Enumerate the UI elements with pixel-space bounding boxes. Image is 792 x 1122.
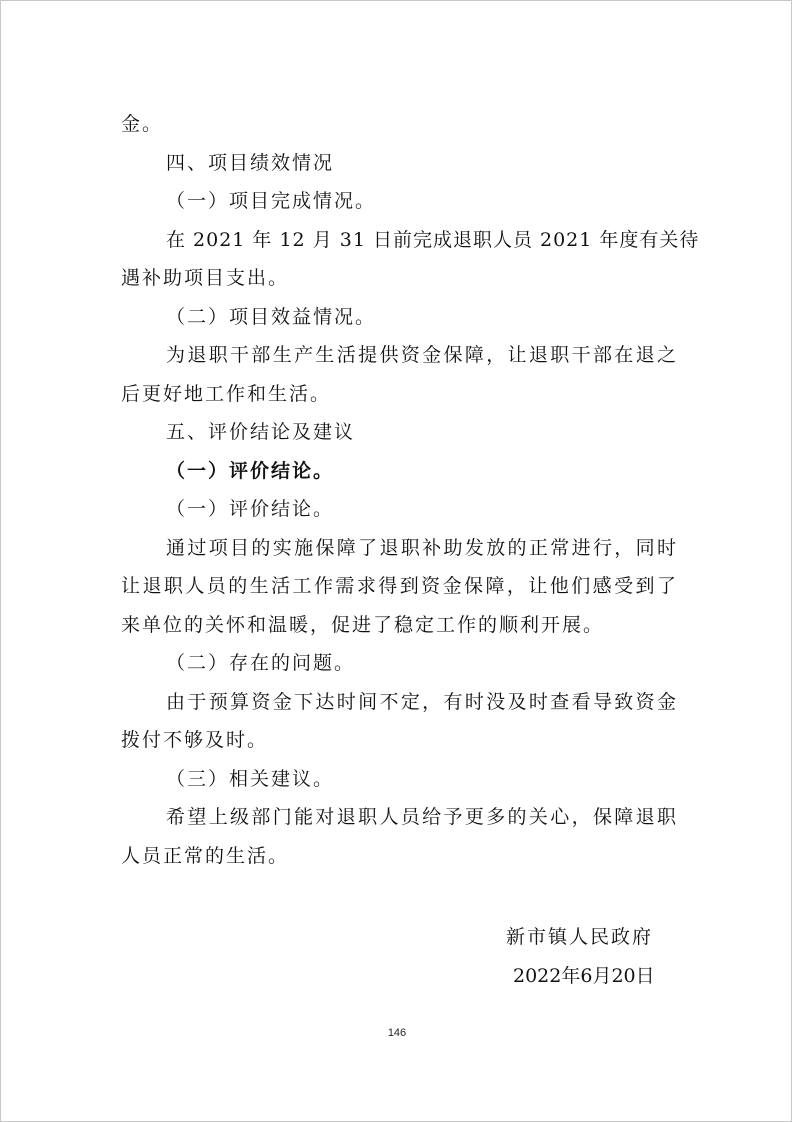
paragraph-text: 让退职人员的生活工作需求得到资金保障，让他们感受到了 bbox=[121, 575, 677, 597]
paragraph-text: 希望上级部门能对退职人员给予更多的关心，保障退职 bbox=[166, 806, 677, 828]
subheading-benefit: （二）项目效益情况。 bbox=[166, 305, 377, 328]
paragraph-text: 后更好地工作和生活。 bbox=[121, 382, 332, 405]
paragraph-text: 为退职干部生产生活提供资金保障，让退职干部在退之 bbox=[166, 344, 677, 366]
paragraph-text: 拨付不够及时。 bbox=[121, 729, 269, 751]
paragraph-text: 在 2021 年 12 月 31 日前完成退职人员 2021 年度有关待 bbox=[166, 228, 700, 251]
section-heading-performance: 四、项目绩效情况 bbox=[166, 151, 335, 174]
section-heading-conclusion: 五、评价结论及建议 bbox=[166, 421, 356, 443]
page-number: 146 bbox=[387, 1027, 407, 1039]
subheading-suggestions: （三）相关建议。 bbox=[166, 767, 335, 790]
subheading-completion: （一）项目完成情况。 bbox=[166, 190, 377, 212]
subheading-evaluation-bold: （一）评价结论。 bbox=[166, 459, 335, 482]
signature-organization: 新市镇人民政府 bbox=[506, 926, 654, 948]
paragraph-text: 人员正常的生活。 bbox=[121, 844, 290, 867]
paragraph-text: 金。 bbox=[121, 113, 164, 135]
paragraph-text: 通过项目的实施保障了退职补助发放的正常进行，同时 bbox=[166, 536, 677, 559]
paragraph-text: 由于预算资金下达时间不定，有时没及时查看导致资金 bbox=[166, 690, 677, 713]
paragraph-text: 遇补助项目支出。 bbox=[121, 267, 290, 289]
subheading-problems: （二）存在的问题。 bbox=[166, 652, 356, 674]
paragraph-text: 来单位的关怀和温暖，促进了稳定工作的顺利开展。 bbox=[121, 613, 605, 636]
signature-date: 2022年6月20日 bbox=[513, 965, 655, 987]
subheading-evaluation: （一）评价结论。 bbox=[166, 498, 335, 520]
document-body bbox=[121, 105, 700, 875]
